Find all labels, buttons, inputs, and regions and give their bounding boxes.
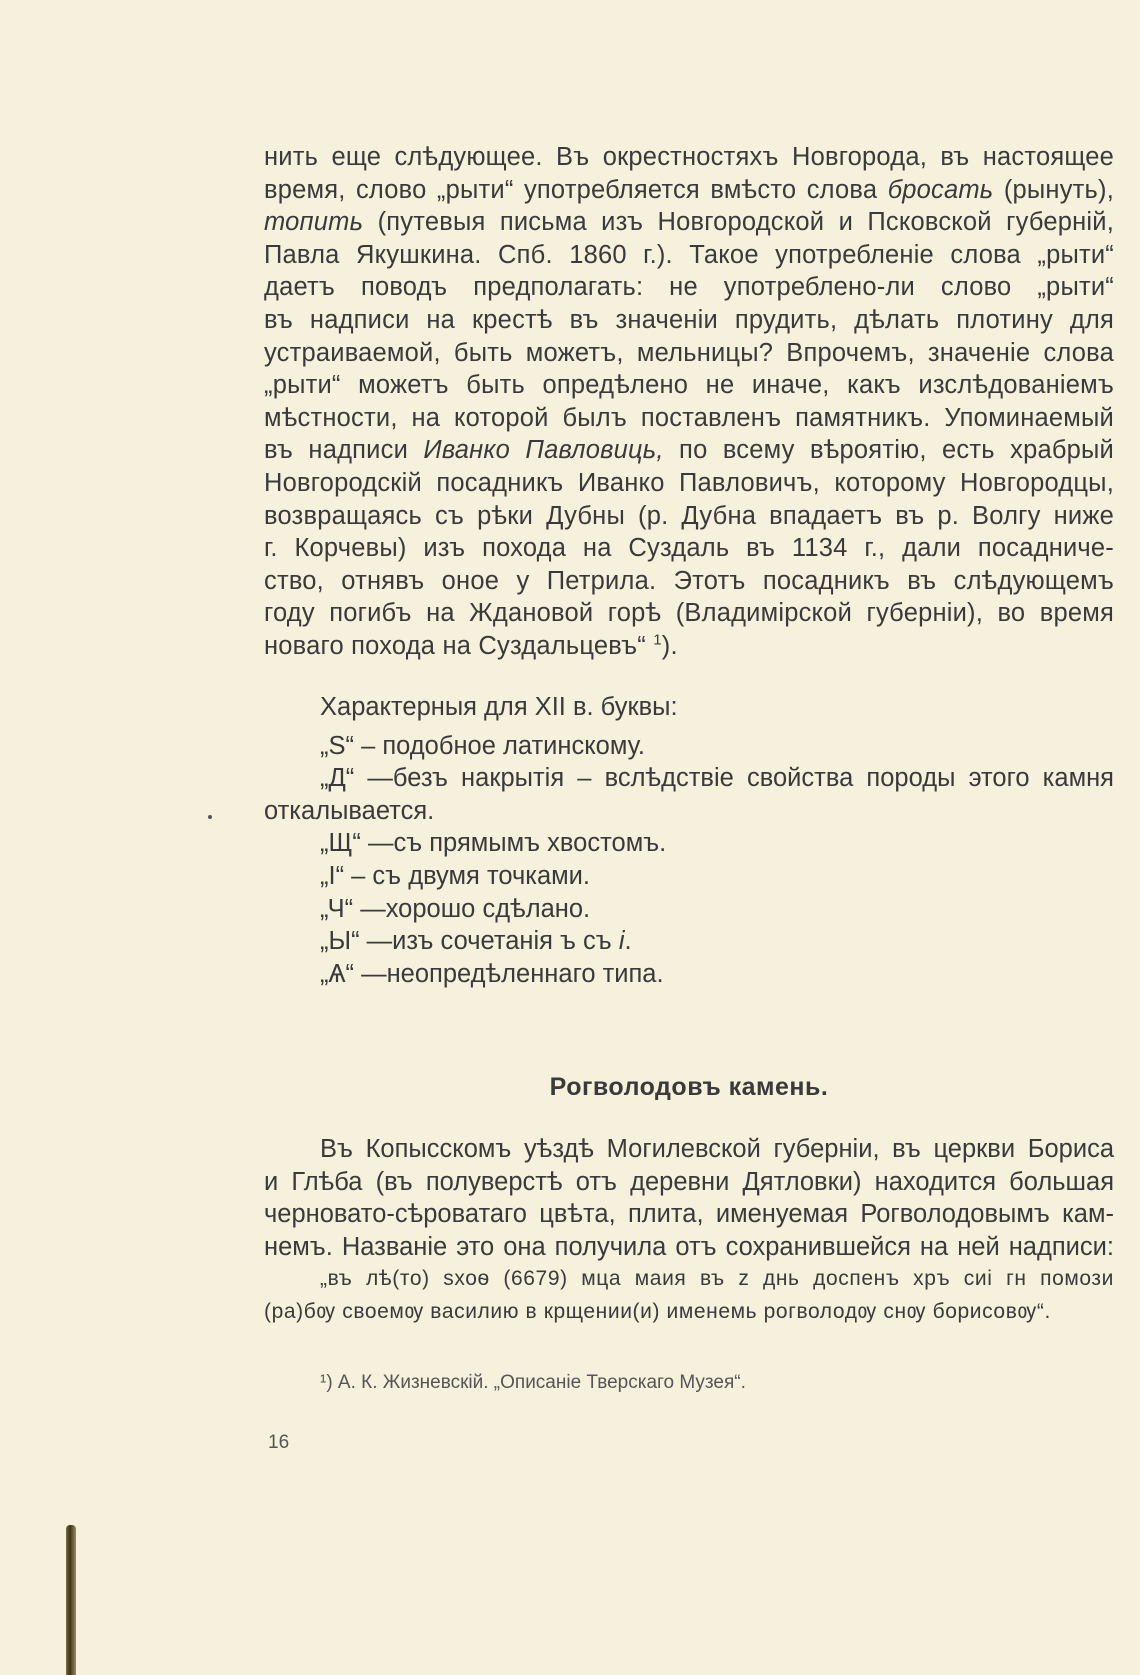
letter-item: откалывается. [264,796,435,825]
letter-item: „Щ“ —съ прямымъ хвостомъ. [320,829,667,858]
text-line: топить (путевыя письма изъ Новгородской и Псковской губерній, [264,208,1114,237]
text-line: „рыти“ можетъ быть опредѣлено не иначе, какъ изслѣдованіемъ [264,371,1114,400]
inscription-line: „въ лѣ(то) ѕхоѳ (6679) мца маия въ z днь доспенъ хръ сиі гн помози [320,1267,1114,1291]
footnote-marker: 1 [653,631,662,649]
paragraph-2 [264,1133,1114,1329]
letter-item: „Д“ —безъ накрытія – вслѣдствіе свойства породы этого камня [320,764,1114,793]
text-line: новаго похода на Суздальцевъ“ $^1$). [264,631,678,660]
text-line: нить еще слѣдующее. Въ окрестностяхъ Новгорода, въ настоящее [264,143,1114,171]
binding-edge [66,1525,76,1675]
text-line: въ надписи Иванко Павловиць, по всему вѣроятію, есть храбрый [264,436,1115,465]
letter-item: „І“ – съ двумя точками. [320,861,591,890]
text-line: мѣстности, на которой былъ поставленъ памятникъ. Упоминаемый [264,403,1114,432]
section-heading: Рогволодовъ камень. [549,1073,829,1101]
text-line: Павла Якушкина. Спб. 1860 г.). Такое употребленіе слова „рыти“ [264,240,1114,269]
text-line: въ надписи на крестѣ въ значеніи прудить, дѣлать плотину для [264,305,1114,334]
letter-item: „Ѧ“ —неопредѣленнаго типа. [320,959,664,988]
text-line: устраиваемой, быть можетъ, мельницы? Впрочемъ, значеніе слова [264,338,1114,367]
inscription-line: (ра)бѹ своемѹ василию в крщении(и) именемь рогволодѹ снѹ борисовѹ“. [264,1299,1051,1323]
text-line: даетъ поводъ предполагать: не употреблено-ли слово „рыти“ [264,273,1114,302]
text-line: немъ. Названіе это она получила отъ сохранившейся на ней надписи: [264,1232,1114,1261]
text-line: время, слово „рыти“ употребляется вмѣсто слова бросать (рынуть), [264,175,1114,204]
text-line: году погибъ на Ждановой горѣ (Владимірской губерніи), во время [264,599,1114,628]
letter-item: „Ѕ“ – подобное латинскому. [320,731,645,760]
text-line: ство, отнявъ оное у Петрила. Этотъ посадникъ въ слѣдующемъ [264,566,1114,595]
text-line: и Глѣба (въ полуверстѣ отъ деревни Дятловки) находится большая [264,1167,1114,1196]
text-line: Новгородскій посадникъ Иванко Павловичъ, которому Новгородцы, [264,468,1114,497]
text-line: черновато-сѣроватаго цвѣта, плита, именуемая Рогволодовымъ кам- [264,1200,1114,1229]
page-number: 16 [268,1432,290,1453]
letter-item: „Ы“ —изъ сочетанія ъ съ і. [320,927,632,956]
letters-list [264,691,1114,990]
margin-dot [208,815,212,819]
letter-item: „Ч“ —хорошо сдѣлано. [320,894,591,923]
text-line: Въ Копысскомъ уѣздѣ Могилевской губерніи, въ церкви Бориса [320,1135,1114,1163]
text-line: возвращаясь съ рѣки Дубны (р. Дубна впадаетъ въ р. Волгу ниже [264,501,1114,530]
text-line: г. Корчевы) изъ похода на Суздаль въ 1134 г., дали посадниче- [264,534,1114,563]
letters-intro: Характерныя для XII в. буквы: [320,693,678,721]
paragraph-1 [264,141,1114,663]
footnote: ¹) А. К. Жизневскій. „Описаніе Тверскаго Музея“. [320,1372,746,1393]
